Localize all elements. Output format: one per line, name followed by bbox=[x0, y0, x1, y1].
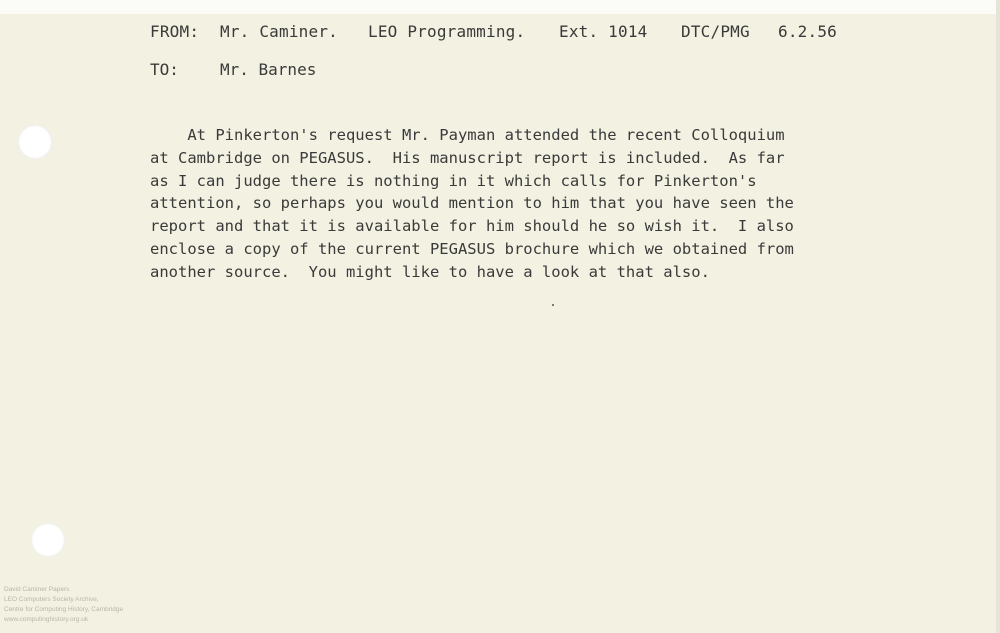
body-line: at Cambridge on PEGASUS. His manuscript report is included. As far bbox=[150, 148, 785, 167]
punch-hole-bottom bbox=[31, 523, 65, 557]
body-line: as I can judge there is nothing in it which calls for Pinkerton's bbox=[150, 171, 757, 190]
body-line: report and that it is available for him should he so wish it. I also bbox=[150, 217, 794, 236]
to-name: Mr. Barnes bbox=[220, 60, 317, 79]
archive-stamp bbox=[4, 585, 123, 625]
memo-date: 6.2.56 bbox=[778, 22, 837, 41]
memo-header bbox=[150, 22, 870, 46]
body-line: At Pinkerton's request Mr. Payman attended the recent Colloquium bbox=[150, 126, 785, 144]
archive-stamp-line: www.computinghistory.org.uk bbox=[4, 616, 89, 623]
body-line: enclose a copy of the current PEGASUS brochure which we obtained from bbox=[150, 239, 794, 258]
from-label: FROM: bbox=[150, 22, 200, 41]
to-label: TO: bbox=[150, 60, 179, 79]
scan-top-edge bbox=[0, 0, 1000, 14]
archive-stamp-line: David Caminer Papers bbox=[4, 586, 70, 593]
archive-stamp-line: LEO Computers Society Archive, bbox=[4, 596, 99, 603]
reference-code: DTC/PMG bbox=[681, 22, 750, 41]
memo-body bbox=[150, 124, 870, 284]
punch-hole-top bbox=[18, 125, 52, 159]
from-extension: Ext. 1014 bbox=[559, 22, 648, 41]
body-line: another source. You might like to have a look at that also. bbox=[150, 262, 710, 281]
scan-right-edge bbox=[996, 0, 1000, 633]
from-name: Mr. Caminer. bbox=[220, 22, 338, 41]
from-department: LEO Programming. bbox=[368, 22, 526, 41]
archive-stamp-line: Centre for Computing History, Cambridge bbox=[4, 606, 124, 613]
body-line: attention, so perhaps you would mention to him that you have seen the bbox=[150, 194, 794, 213]
ink-speck bbox=[552, 304, 554, 306]
